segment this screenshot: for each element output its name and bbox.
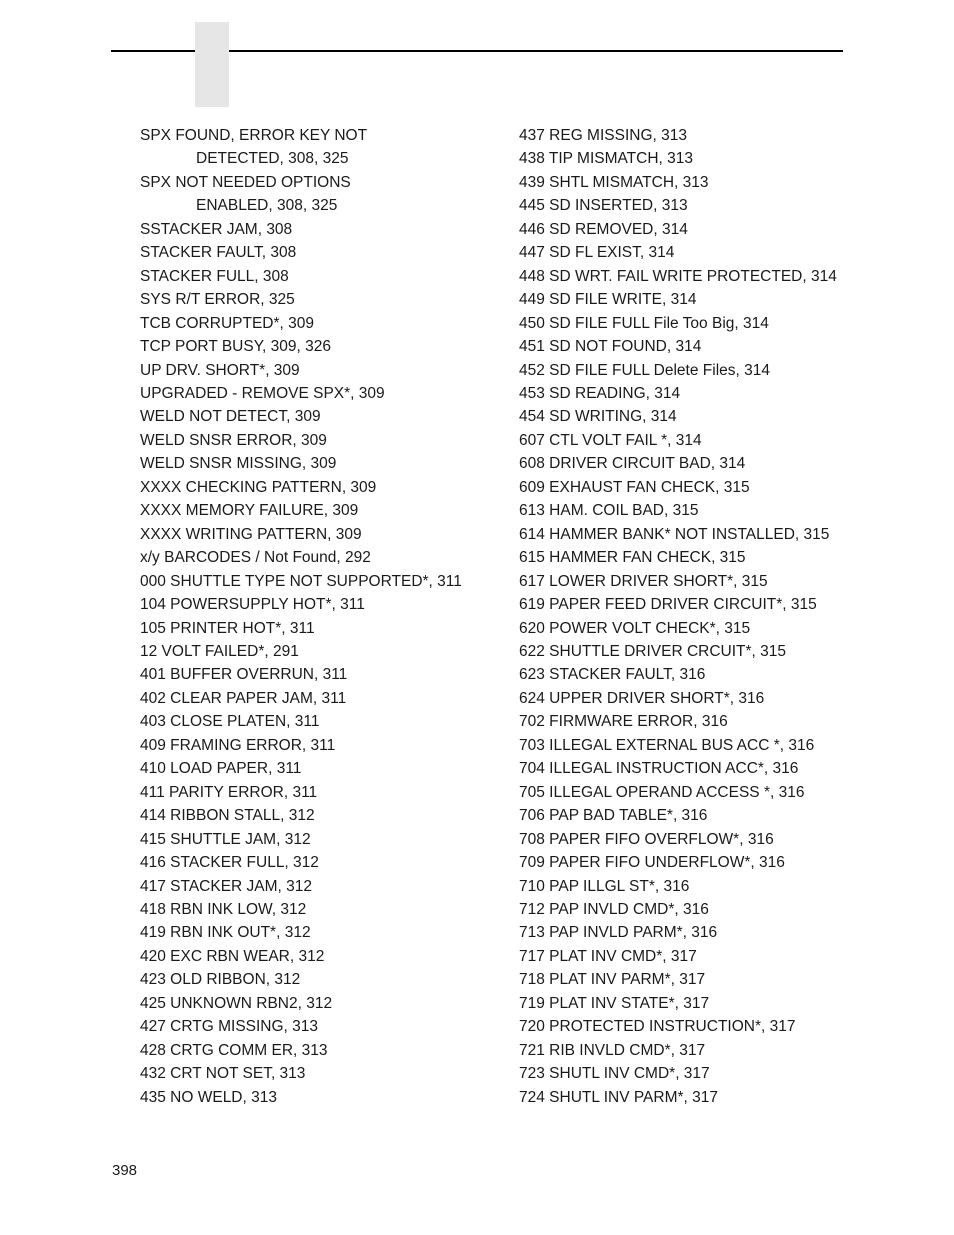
index-entry: 717 PLAT INV CMD*, 317 [519,947,697,965]
index-entry: 607 CTL VOLT FAIL *, 314 [519,431,702,449]
index-entry: 719 PLAT INV STATE*, 317 [519,994,710,1012]
index-entry: 721 RIB INVLD CMD*, 317 [519,1041,706,1059]
index-entry [140,1086,500,1109]
index-entry-text: 414 RIBBON STALL, 312 [140,807,315,825]
index-entry: 718 PLAT INV PARM*, 317 [519,971,706,989]
index-entry [140,921,500,944]
index-entry: 438 TIP MISMATCH, 313 [519,150,694,168]
index-entry [140,499,500,522]
index-entry [140,124,500,171]
index-entry-text: 428 CRTG COMM ER, 313 [140,1041,328,1059]
index-entry-text: SPX FOUND, ERROR KEY NOT [140,127,368,144]
index-entry: 620 POWER VOLT CHECK*, 315 [519,619,751,637]
index-entry [140,1015,500,1038]
index-entry: 709 PAPER FIFO UNDERFLOW*, 316 [519,854,785,872]
index-entry: 454 SD WRITING, 314 [519,408,677,426]
index-entry [140,171,500,218]
index-entry [140,757,500,780]
index-entry-text: 435 NO WELD, 313 [140,1088,277,1106]
index-entry: 615 HAMMER FAN CHECK, 315 [519,549,746,567]
index-entry-text: 000 SHUTTLE TYPE NOT SUPPORTED*, 311 [140,572,462,590]
index-entry: 451 SD NOT FOUND, 314 [519,338,702,356]
index-entry [140,640,500,663]
index-entry [140,945,500,968]
index-entry: 723 SHUTL INV CMD*, 317 [519,1065,710,1083]
index-entry-text: 416 STACKER FULL, 312 [140,854,319,872]
index-entry-text: 411 PARITY ERROR, 311 [140,783,318,801]
index-entry [140,663,500,686]
index-entry-continuation: DETECTED, 308, 325 [196,150,349,168]
index-column-right [519,124,849,1109]
index-entry-text: 410 LOAD PAPER, 311 [140,760,302,778]
index-entry-text: UPGRADED - REMOVE SPX*, 309 [140,384,385,402]
index-entry: 705 ILLEGAL OPERAND ACCESS *, 316 [519,783,805,801]
index-entry [140,1062,500,1085]
index-entry [140,265,500,288]
index-entry-text: TCB CORRUPTED*, 309 [140,314,314,332]
index-entry-text: 12 VOLT FAILED*, 291 [140,642,299,660]
index-entry [140,218,500,241]
index-entry [140,452,500,475]
index-entry: 445 SD INSERTED, 313 [519,197,688,215]
index-entry-text: STACKER FAULT, 308 [140,244,297,262]
index-entry-text: STACKER FULL, 308 [140,267,289,285]
index-entry [140,898,500,921]
index-entry: 437 REG MISSING, 313 [519,127,687,144]
index-entry: 447 SD FL EXIST, 314 [519,244,675,262]
index-entry [140,359,500,382]
index-entry-text: SSTACKER JAM, 308 [140,220,293,238]
index-entry: 453 SD READING, 314 [519,384,681,402]
index-entry [140,570,500,593]
index-entry [140,546,500,569]
index-entry-text: 420 EXC RBN WEAR, 312 [140,947,325,965]
index-entry [140,804,500,827]
chapter-tab-marker [195,22,229,107]
index-entry-text: UP DRV. SHORT*, 309 [140,361,300,379]
index-entry [140,734,500,757]
index-entry: 609 EXHAUST FAN CHECK, 315 [519,478,750,496]
index-entry-text: 401 BUFFER OVERRUN, 311 [140,666,348,684]
index-entry-text: 402 CLEAR PAPER JAM, 311 [140,689,347,707]
index-entry [140,335,500,358]
index-entry-text: 409 FRAMING ERROR, 311 [140,736,336,754]
index-entry-text: 418 RBN INK LOW, 312 [140,900,307,918]
index-entry [140,523,500,546]
index-entry: 623 STACKER FAULT, 316 [519,666,706,684]
index-entry-text: XXXX CHECKING PATTERN, 309 [140,478,377,496]
index-entry-text: WELD SNSR MISSING, 309 [140,455,337,473]
index-entry [140,241,500,264]
index-entry [140,968,500,991]
index-entry-text: WELD SNSR ERROR, 309 [140,431,327,449]
index-entry-text: TCP PORT BUSY, 309, 326 [140,338,331,356]
index-entry [140,405,500,428]
index-entry: 622 SHUTTLE DRIVER CRCUIT*, 315 [519,642,787,660]
index-entry [140,617,500,640]
index-entry-text: 419 RBN INK OUT*, 312 [140,924,311,942]
index-entry: 708 PAPER FIFO OVERFLOW*, 316 [519,830,774,848]
index-entry-text: 105 PRINTER HOT*, 311 [140,619,315,637]
index-entry: 619 PAPER FEED DRIVER CIRCUIT*, 315 [519,596,817,614]
index-entry-text: XXXX MEMORY FAILURE, 309 [140,502,359,520]
index-entry [140,1039,500,1062]
index-entry: 713 PAP INVLD PARM*, 316 [519,924,718,942]
index-entry: 439 SHTL MISMATCH, 313 [519,173,709,191]
index-entry [140,710,500,733]
index-entry: 614 HAMMER BANK* NOT INSTALLED, 315 [519,525,830,543]
index-entry [140,781,500,804]
index-entry: 446 SD REMOVED, 314 [519,220,688,238]
index-entry [140,429,500,452]
index-entry: 624 UPPER DRIVER SHORT*, 316 [519,689,765,707]
index-entry-text: 104 POWERSUPPLY HOT*, 311 [140,596,365,614]
index-entry: 712 PAP INVLD CMD*, 316 [519,900,709,918]
index-entry-text: 432 CRT NOT SET, 313 [140,1065,306,1083]
index-entry-text: 417 STACKER JAM, 312 [140,877,313,895]
index-entry: 452 SD FILE FULL Delete Files, 314 [519,361,770,379]
index-entry [140,593,500,616]
index-entry: 608 DRIVER CIRCUIT BAD, 314 [519,455,746,473]
index-entry: 450 SD FILE FULL File Too Big, 314 [519,314,769,332]
index-entry: 724 SHUTL INV PARM*, 317 [519,1088,718,1106]
index-entry [140,288,500,311]
index-entry-text: SYS R/T ERROR, 325 [140,291,295,309]
index-entry: 710 PAP ILLGL ST*, 316 [519,877,690,895]
index-entry-text: 425 UNKNOWN RBN2, 312 [140,994,333,1012]
index-entry [140,851,500,874]
index-entry: 702 FIRMWARE ERROR, 316 [519,713,728,731]
index-column-left [140,124,500,1109]
index-entry: 617 LOWER DRIVER SHORT*, 315 [519,572,768,590]
index-entry [140,476,500,499]
index-entry-text: SPX NOT NEEDED OPTIONS [140,173,351,191]
index-entry: 448 SD WRT. FAIL WRITE PROTECTED, 314 [519,267,837,285]
index-entry: 720 PROTECTED INSTRUCTION*, 317 [519,1018,796,1036]
index-entry-text: 427 CRTG MISSING, 313 [140,1018,319,1036]
index-entry [140,828,500,851]
index-entry-text: 423 OLD RIBBON, 312 [140,971,301,989]
index-entry: 703 ILLEGAL EXTERNAL BUS ACC *, 316 [519,736,815,754]
index-entry [140,312,500,335]
index-entry: 706 PAP BAD TABLE*, 316 [519,807,708,825]
index-entry [140,382,500,405]
index-entry-text: 403 CLOSE PLATEN, 311 [140,713,320,731]
index-entry-text: WELD NOT DETECT, 309 [140,408,321,426]
index-entry-text: XXXX WRITING PATTERN, 309 [140,525,362,543]
index-entry: 704 ILLEGAL INSTRUCTION ACC*, 316 [519,760,799,778]
index-entry-text: 415 SHUTTLE JAM, 312 [140,830,311,848]
index-entry: 613 HAM. COIL BAD, 315 [519,502,699,520]
index-entry [140,992,500,1015]
index-entry [140,687,500,710]
index-entry-text: x/y BARCODES / Not Found, 292 [140,549,371,567]
index-entry [140,875,500,898]
index-entry-continuation: ENABLED, 308, 325 [196,197,338,215]
page-number: 398 [112,1162,138,1179]
index-entry: 449 SD FILE WRITE, 314 [519,291,697,309]
